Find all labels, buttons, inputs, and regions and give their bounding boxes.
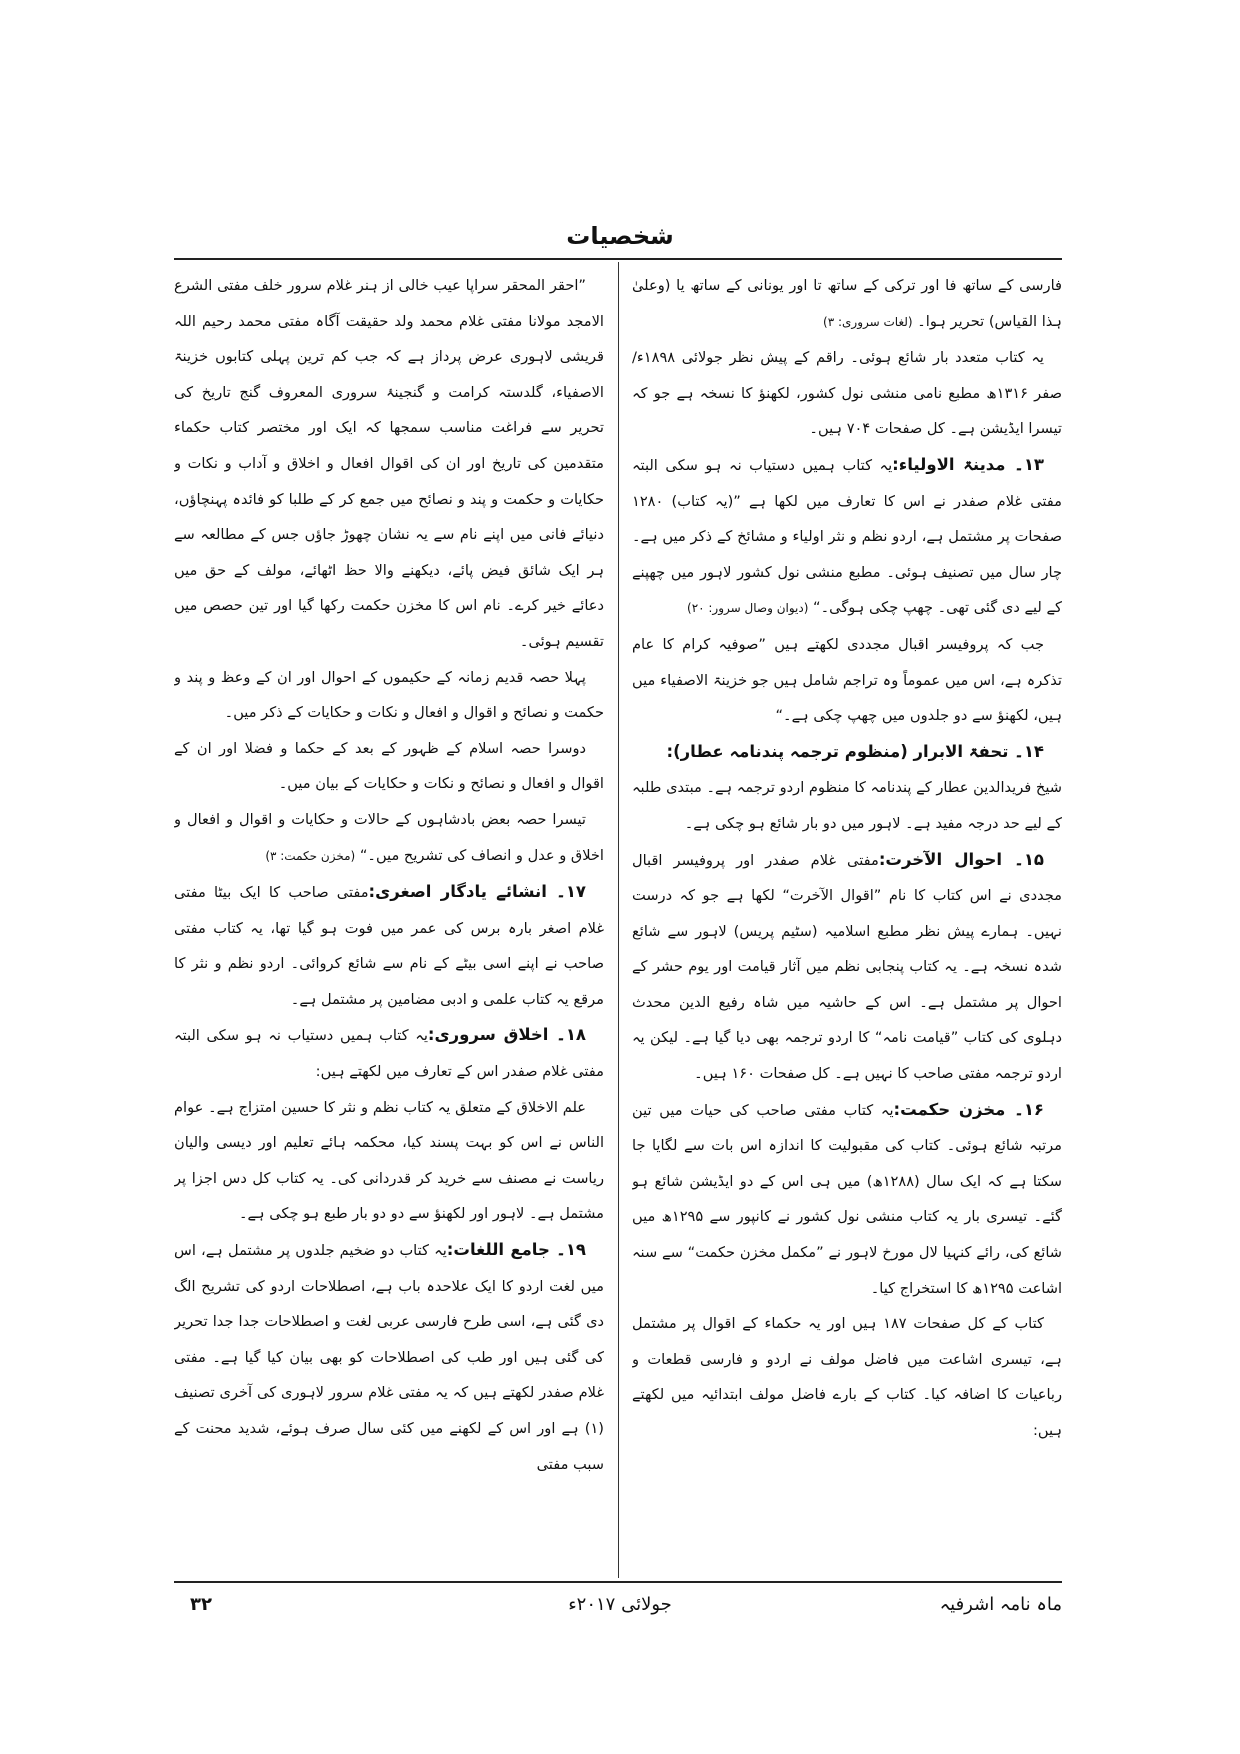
- paragraph: ۱۸۔ اخلاق سروری:یہ کتاب ہمیں دستیاب نہ ہو سکی البتہ مفتی غلام صفدر اس کے تعارف میں لکھتے ہیں:: [174, 1025, 604, 1081]
- paragraph: ۱۷۔ انشائے یادگار اصغری:مفتی صاحب کا ایک بیٹا مفتی غلام اصغر بارہ برس کی عمر میں فوت ہو گیا تھا، یہ کتاب مفتی صاحب نے اپنے اسی بیٹے کے نام سے شائع کروائی۔ اردو نظم و نثر کا مرقع یہ کتاب علمی و ادبی مضامین پر مشتمل ہے۔: [174, 882, 604, 1008]
- paragraph: شیخ فریدالدین عطار کے پندنامہ کا منظوم اردو ترجمہ ہے۔ مبتدی طلبہ کے لیے حد درجہ مفید ہے۔ لاہور میں دو بار شائع ہو چکی ہے۔: [632, 779, 1062, 832]
- paragraph: [632, 734, 1062, 771]
- section-heading: ۱۷۔ انشائے یادگار اصغری:: [368, 882, 586, 902]
- paragraph: ۱۶۔ مخزن حکمت:یہ کتاب مفتی صاحب کی حیات میں تین مرتبہ شائع ہوئی۔ کتاب کی مقبولیت کا اندازہ اس بات سے لگایا جا سکتا ہے کہ ایک سال (۱۲۸۸ھ) میں ہی اس کے دو ایڈیشن شائع ہو گئے۔ تیسری بار یہ کتاب منشی نول کشور نے کانپور سے ۱۲۹۵ھ میں شائع کی، رائے کنہیا لال مورخ لاہور نے ”مکمل مخزن حکمت“ سے سنہ اشاعت ۱۲۹۵ھ کا استخراج کیا۔: [632, 1099, 1062, 1297]
- page-title: شخصیات: [566, 222, 674, 250]
- footer-rule: [174, 1581, 1062, 1583]
- page-number: ۳۲: [190, 1594, 212, 1615]
- left-column: [174, 268, 604, 1573]
- paragraph: ۱۵۔ احوال الآخرت:مفتی غلام صفدر اور پروفیسر اقبال مجددی نے اس کتاب کا نام ”اقوال الآخرت“ لکھا ہے جو کہ درست نہیں۔ ہمارے پیش نظر مطبع اسلامیہ (سٹیم پریس) لاہور سے شائع شدہ نسخہ ہے۔ یہ کتاب پنجابی نظم میں آثار قیامت اور یوم حشر کے احوال پر مشتمل ہے۔ اس کے حاشیہ میں شاہ رفیع الدین محدث دہلوی کی کتاب ”قیامت نامہ“ کا اردو ترجمہ بھی دیا گیا ہے۔ لیکن یہ اردو ترجمہ مفتی صاحب کا نہیں ہے۔ کل صفحات ۱۶۰ ہیں۔: [632, 849, 1062, 1083]
- right-column: [632, 268, 1062, 1573]
- magazine-name: ماہ نامہ اشرفیہ: [939, 1594, 1062, 1615]
- paragraph: ”احقر المحقر سراپا عیب خالی از ہنر غلام سرور خلف مفتی الشرع الامجد مولانا مفتی غلام محمد ولد حقیقت آگاہ مفتی محمد رحیم اللہ قریشی لاہوری عرض پرداز ہے کہ جب کم ترین پہلی کتابوں خزینۃ الاصفیاء، گلدستہ کرامت و گنجینۂ سروری المعروف گنج تاریخ کی تحریر سے فراغت مناسب سمجھا کہ ایک اور مختصر کتاب حکماء متقدمین کی تاریخ اور ان کی اقوال افعال و اخلاق و آداب و نکات و حکایات و حکمت و پند و نصائح میں جمع کر کے طلبا کو فائدہ پہنچاؤں، دنیائے فانی میں اپنے نام سے یہ نشان چھوڑ جاؤں جس کے مطالعہ سے ہر ایک شائق فیض پائے، دیکھنے والا حظ اٹھائے، مولف کے حق میں دعائے خیر کرے۔ نام اس کا مخزن حکمت رکھا گیا اور تین حصص میں تقسیم ہوئی۔: [174, 277, 604, 650]
- column-divider: [618, 262, 619, 1578]
- paragraph: ۱۳۔ مدینۃ الاولیاء:یہ کتاب ہمیں دستیاب نہ ہو سکی البتہ مفتی غلام صفدر نے اس کا تعارف میں لکھا ہے ”(یہ کتاب) ۱۲۸۰ صفحات پر مشتمل ہے، اردو نظم و نثر اولیاء و مشائخ کے ذکر میں ہے۔ چار سال میں تصنیف ہوئی۔ مطبع منشی نول کشور لاہور میں چھپنے کے لیے دی گئی تھی۔ چھپ چکی ہوگی۔“ (دیوان وصال سرور: ۲۰): [632, 454, 1062, 617]
- issue-date: جولائی ۲۰۱۷ء: [568, 1594, 672, 1615]
- section-heading: ۱۴۔ تحفۃ الابرار (منظوم ترجمہ پندنامہ عطار):: [666, 741, 1044, 761]
- paragraph: کتاب کے کل صفحات ۱۸۷ ہیں اور یہ حکماء کے اقوال پر مشتمل ہے، تیسری اشاعت میں فاضل مولف نے اردو و فارسی قطعات و رباعیات کا اضافہ کیا۔ کتاب کے بارے فاضل مولف ابتدائیہ میں لکھتے ہیں:: [632, 1315, 1062, 1439]
- section-heading: ۱۳۔ مدینۃ الاولیاء:: [892, 454, 1044, 474]
- paragraph: ۱۹۔ جامع اللغات:یہ کتاب دو ضخیم جلدوں پر مشتمل ہے، اس میں لغت اردو کا ایک علاحدہ باب ہے، اصطلاحات اردو کی تشریح الگ دی گئی ہے، اسی طرح فارسی عربی لغت و اصطلاحات جدا جدا تحریر کی گئی ہیں اور طب کی اصطلاحات کو بھی بیان کیا گیا ہے۔ مفتی غلام صفدر لکھتے ہیں کہ یہ مفتی غلام سرور لاہوری کی آخری تصنیف (۱) ہے اور اس کے لکھنے میں کئی سال صرف ہوئے، شدید محنت کے سبب مفتی: [174, 1240, 604, 1473]
- paragraph: جب کہ پروفیسر اقبال مجددی لکھتے ہیں ”صوفیہ کرام کا عام تذکرہ ہے، اس میں عموماً وہ تراجم شامل ہیں جو خزینۃ الاصفیاء میں ہیں، لکھنؤ سے دو جلدوں میں چھپ چکی ہے۔“: [632, 635, 1062, 725]
- paragraph: تیسرا حصہ بعض بادشاہوں کے حالات و حکایات و اقوال و افعال و اخلاق و عدل و انصاف کی تشریح میں۔“ (مخزن حکمت: ۳): [174, 810, 604, 864]
- paragraph: علم الاخلاق کے متعلق یہ کتاب نظم و نثر کا حسین امتزاج ہے۔ عوام الناس نے اس کو بہت پسند کیا، محکمہ ہائے تعلیم اور دیسی والیان ریاست نے مصنف سے خرید کر قدردانی کی۔ یہ کتاب کل دس اجزا پر مشتمل ہے۔ لاہور اور لکھنؤ سے دو دو بار طبع ہو چکی ہے۔: [174, 1098, 604, 1223]
- section-heading: ۱۶۔ مخزن حکمت:: [893, 1099, 1044, 1119]
- paragraph: دوسرا حصہ اسلام کے ظہور کے بعد کے حکما و فضلا اور ان کے اقوال و افعال و نصائح و نکات و حکایات کے بیان میں۔: [174, 739, 604, 793]
- paragraph: پہلا حصہ قدیم زمانہ کے حکیموں کے احوال اور ان کے وعظ و پند و حکمت و نصائح و اقوال و افعال و نکات و حکایات کے ذکر میں۔: [174, 668, 604, 722]
- paragraph: یہ کتاب متعدد بار شائع ہوئی۔ راقم کے پیش نظر جولائی ۱۸۹۸ء/صفر ۱۳۱۶ھ مطبع نامی منشی نول کشور، لکھنؤ کا نسخہ ہے جو کہ تیسرا ایڈیشن ہے۔ کل صفحات ۷۰۴ ہیں۔: [632, 349, 1062, 438]
- section-heading: ۱۸۔ اخلاق سروری:: [427, 1025, 587, 1045]
- paragraph: فارسی کے ساتھ فا اور ترکی کے ساتھ تا اور یونانی کے ساتھ یا (وعلیٰ ہذا القیاس) تحریر ہوا۔ (لغات سروری: ۳): [632, 277, 1062, 330]
- section-heading: ۱۹۔ جامع اللغات:: [446, 1240, 586, 1260]
- header-rule: [174, 258, 1062, 260]
- section-heading: ۱۵۔ احوال الآخرت:: [878, 849, 1044, 869]
